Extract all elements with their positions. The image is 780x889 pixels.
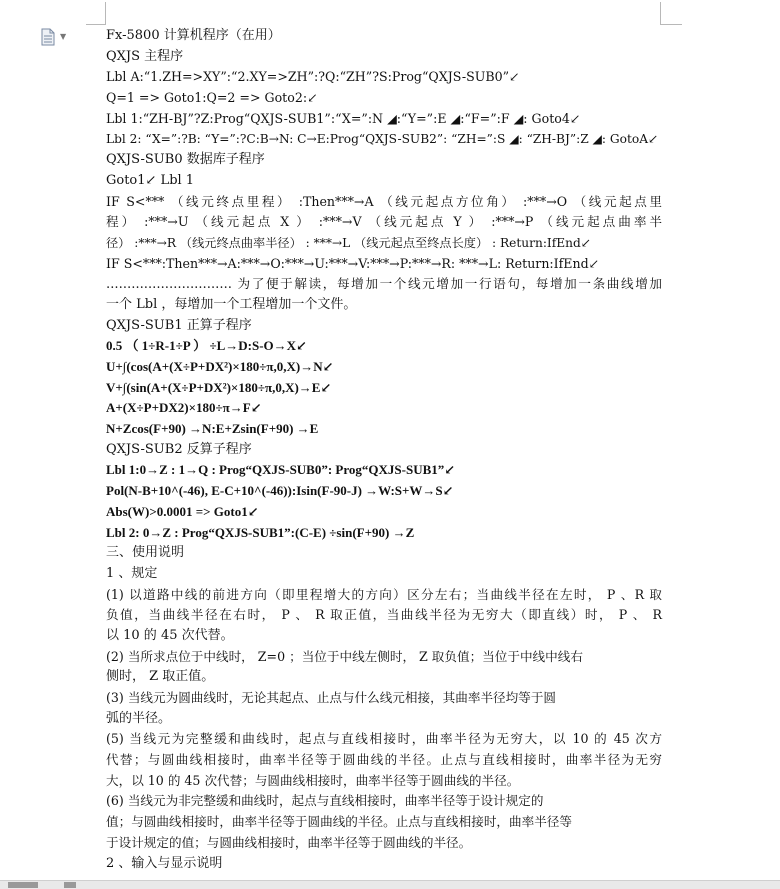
code-line: Lbl 1:“ZH-BJ”?Z:Prog“QXJS-SUB1”:“X=”:N ◢:“Y=”:E ◢:“F=”:F ◢: Goto4↙ [106, 110, 581, 126]
paragraph-line: 一个 Lbl ，每增加一个工程增加一个文件。 [106, 296, 357, 312]
paragraph-line: 负值，当曲线半径在右时， P 、 R 取正值，当曲线半径为无穷大（即直线）时， P 、 R [106, 607, 662, 623]
status-bar-indicator [8, 882, 38, 888]
document-body [106, 26, 662, 874]
code-line: 程） :***→U （线元起点 X ） :***→V （线元起点 Y ） :***→P （线元起点曲率半 [106, 214, 662, 230]
code-line: 0.5 （ 1÷R-1÷P ） ÷L→D:S-O→X↙ [106, 338, 307, 354]
code-line: Lbl 2: “X=”:?B: “Y=”:?C:B→N: C→E:Prog“QXJS-SUB2”: “ZH=”:S ◢: “ZH-BJ”:Z ◢: GotoA↙ [106, 132, 659, 147]
page-crop-mark-top-left-h [86, 24, 106, 25]
paragraph-line: (3) 当线元为圆曲线时，无论其起点、止点与什么线元相接，其曲率半径均等于圆 [106, 690, 557, 705]
document-icon[interactable] [40, 28, 56, 46]
page-crop-mark-top-right-h [660, 24, 682, 25]
doc-title: Fx-5800 计算机程序（在用） [106, 28, 281, 43]
status-bar-indicator [64, 882, 76, 888]
code-line: Pol(N-B+10^(-46), E-C+10^(-46)):Isin(F-90-J) →W:S+W→S↙ [106, 483, 454, 499]
code-line: A+(X÷P+DX2)×180÷π→F↙ [106, 400, 262, 416]
paragraph-line: (2) 当所求点位于中线时， Z=0 ；当位于中线左侧时， Z 取负值；当位于中线中线右 [106, 648, 583, 664]
code-line: Goto1↙ Lbl 1 [106, 172, 195, 188]
paragraph-line: 代替；与圆曲线相接时，曲率半径等于圆曲线的半径。止点与直线相接时，曲率半径为无穷 [106, 752, 662, 768]
code-line: IF S<***:Then***→A:***→O:***→U:***→V:***→P:***→R: ***→L: Return:IfEnd↙ [106, 255, 600, 271]
paragraph-line: ………………………… 为了便于解读，每增加一个线元增加一行语句，每增加一条曲线增加 [106, 276, 662, 292]
paragraph-line: 弧的半径。 [106, 710, 172, 726]
chevron-down-icon[interactable]: ▼ [60, 32, 67, 41]
code-line: Lbl 1:0→Z : 1→Q : Prog“QXJS-SUB0”: Prog“QXJS-SUB1”↙ [106, 462, 456, 478]
section-heading: QXJS-SUB2 反算子程序 [106, 441, 252, 457]
section-heading: QXJS 主程序 [106, 48, 184, 64]
section-heading: 三、使用说明 [106, 545, 185, 561]
code-line: Q=1 => Goto1:Q=2 => Goto2:↙ [106, 90, 318, 106]
paragraph-line: 以 10 的 45 次代替。 [106, 627, 234, 643]
paragraph-line: (1) 以道路中线的前进方向（即里程增大的方向）区分左右；当曲线半径在左时， P 、R 取 [106, 586, 662, 602]
paragraph-line: 于设计规定的值；与圆曲线相接时，曲率半径等于圆曲线的半径。 [106, 834, 472, 850]
section-heading: QXJS-SUB0 数据库子程序 [106, 152, 265, 168]
page-crop-mark-top-left-v [105, 2, 106, 24]
subsection-heading: 1 、规定 [106, 565, 158, 581]
paragraph-line: 侧时， Z 取正值。 [106, 669, 215, 685]
paragraph-line: (5) 当线元为完整缓和曲线时，起点与直线相接时，曲率半径为无穷大，以 10 的 45 次方 [106, 731, 662, 747]
code-line: U+∫(cos(A+(X÷P+DX²)×180÷π,0,X)→N↙ [106, 359, 334, 374]
code-line: Abs(W)>0.0001 => Goto1↙ [106, 503, 259, 519]
code-line: Lbl 2: 0→Z : Prog“QXJS-SUB1”:(C-E) ÷sin(F+90) →Z [106, 524, 415, 540]
page-crop-mark-top-right-v [660, 2, 661, 24]
paragraph-line: 值；与圆曲线相接时，曲率半径等于圆曲线的半径。止点与直线相接时，曲率半径等 [106, 814, 572, 830]
code-line: 径） :***→R （线元终点曲率半径） : ***→L （线元起点至终点长度） : Return:IfEnd↙ [106, 235, 592, 250]
code-line: N+Zcos(F+90) →N:E+Zsin(F+90) →E [106, 421, 319, 437]
section-heading: QXJS-SUB1 正算子程序 [106, 317, 252, 333]
code-line: Lbl A:“1.ZH=>XY”:“2.XY=>ZH”:?Q:“ZH”?S:Prog“QXJS-SUB0”↙ [106, 69, 520, 85]
paragraph-line: 大，以 10 的 45 次代替；与圆曲线相接时，曲率半径等于圆曲线的半径。 [106, 772, 520, 788]
subsection-heading: 2 、输入与显示说明 [106, 855, 223, 871]
paragraph-line: (6) 当线元为非完整缓和曲线时，起点与直线相接时，曲率半径等于设计规定的 [106, 793, 544, 809]
code-line: V+∫(sin(A+(X÷P+DX²)×180÷π,0,X)→E↙ [106, 379, 332, 395]
code-line: IF S<*** （线元终点里程） :Then***→A （线元起点方位角） :***→O （线元起点里 [106, 193, 662, 209]
